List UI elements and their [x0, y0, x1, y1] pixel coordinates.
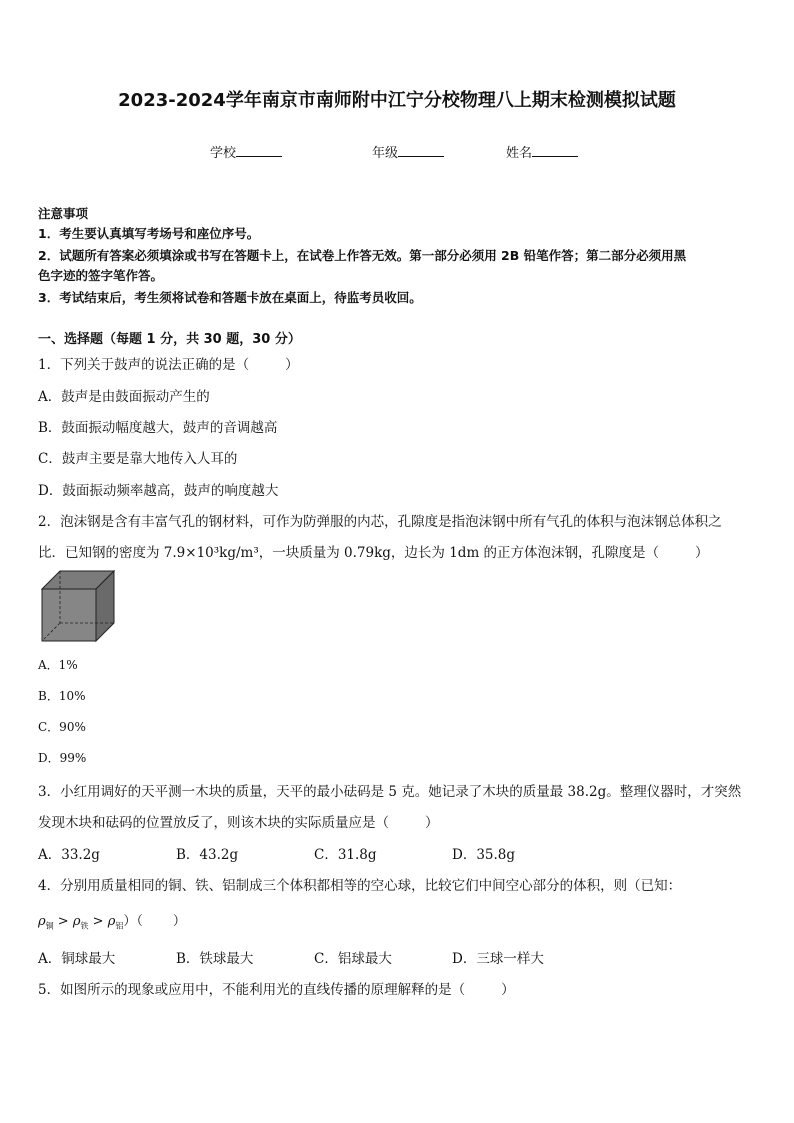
question-1-option-b: B．鼓面振动幅度越大，鼓声的音调越高 — [38, 420, 278, 436]
question-4-option-b: B．铁球最大 — [176, 951, 254, 967]
grade-blank[interactable] — [398, 144, 444, 157]
note-item: 色字迹的签字笔作答。 — [38, 268, 164, 283]
note-item: 3．考试结束后，考生须将试卷和答题卡放在桌面上，待监考员收回。 — [38, 290, 422, 305]
question-3-option-a: A．33.2g — [38, 847, 100, 863]
question-2-text: 比．已知钢的密度为 7.9×10³kg/m³，一块质量为 0.79kg，边长为 1dm 的正方体泡沫钢，孔隙度是（ — [38, 545, 660, 561]
question-1-text: 1．下列关于鼓声的说法正确的是（ — [38, 357, 250, 373]
foam-steel-cube-figure — [40, 569, 116, 643]
question-2-option-a: A．1% — [38, 658, 78, 672]
question-1-stem — [38, 353, 299, 373]
question-2-close: ） — [695, 545, 709, 561]
question-3-option-c: C．31.8g — [314, 847, 377, 863]
question-1-close: ） — [285, 357, 299, 373]
notes-heading: 注意事项 — [38, 206, 89, 221]
density-inequality: $\rho_铜 > \rho_铁 > \rho_铝$）（ ） — [38, 914, 186, 931]
grade-label: 年级 — [372, 146, 399, 161]
school-label: 学校 — [210, 146, 237, 161]
question-2-line-1: 2．泡沫钢是含有丰富气孔的钢材料，可作为防弹服的内芯，孔隙度是指泡沫钢中所有气孔的体积与泡沫钢总体积之 — [38, 514, 722, 530]
name-field — [506, 142, 578, 161]
question-2-option-d: D．99% — [38, 751, 87, 765]
name-blank[interactable] — [532, 144, 578, 157]
question-1-option-d: D．鼓面振动频率越高，鼓声的响度越大 — [38, 483, 279, 499]
question-5-stem — [38, 978, 515, 998]
question-3-close: ） — [425, 815, 439, 831]
question-2-option-c: C．90% — [38, 720, 86, 734]
question-3-option-b: B．43.2g — [176, 847, 239, 863]
school-field — [210, 142, 282, 161]
question-4-option-c: C．铝球最大 — [314, 951, 392, 967]
question-3-option-d: D．35.8g — [452, 847, 516, 863]
question-3-text: 发现木块和砝码的位置放反了，则该木块的实际质量应是（ — [38, 815, 389, 831]
question-4-option-a: A．铜球最大 — [38, 951, 116, 967]
name-label: 姓名 — [506, 146, 533, 161]
section-heading: 一、选择题（每题 1 分，共 30 题，30 分） — [38, 332, 301, 347]
question-5-text: 5．如图所示的现象或应用中，不能利用光的直线传播的原理解释的是（ — [38, 982, 466, 998]
question-4-line-1: 4．分别用质量相同的铜、铁、铝制成三个体积都相等的空心球，比较它们中间空心部分的体积，则（已知： — [38, 878, 682, 894]
grade-field — [372, 142, 444, 161]
question-4-option-d: D．三球一样大 — [452, 951, 544, 967]
question-2-option-b: B．10% — [38, 689, 86, 703]
question-2-line-2 — [38, 541, 709, 561]
question-1-option-c: C．鼓声主要是靠大地传入人耳的 — [38, 451, 238, 467]
question-1-option-a: A．鼓声是由鼓面振动产生的 — [38, 389, 210, 405]
question-3-line-2 — [38, 811, 439, 831]
question-5-close: ） — [501, 982, 515, 998]
question-3-line-1: 3．小红用调好的天平测一木块的质量，天平的最小砝码是 5 克。她记录了木块的质量最 38.2g。整理仪器时，才突然 — [38, 784, 742, 800]
page-title: 2023-2024学年南京市南师附中江宁分校物理八上期末检测模拟试题 — [118, 90, 676, 111]
note-item: 1．考生要认真填写考场号和座位序号。 — [38, 226, 260, 241]
note-item: 2．试题所有答案必须填涂或书写在答题卡上，在试卷上作答无效。第一部分必须用 2B 铅笔作答；第二部分必须用黑 — [38, 248, 687, 263]
school-blank[interactable] — [236, 144, 282, 157]
